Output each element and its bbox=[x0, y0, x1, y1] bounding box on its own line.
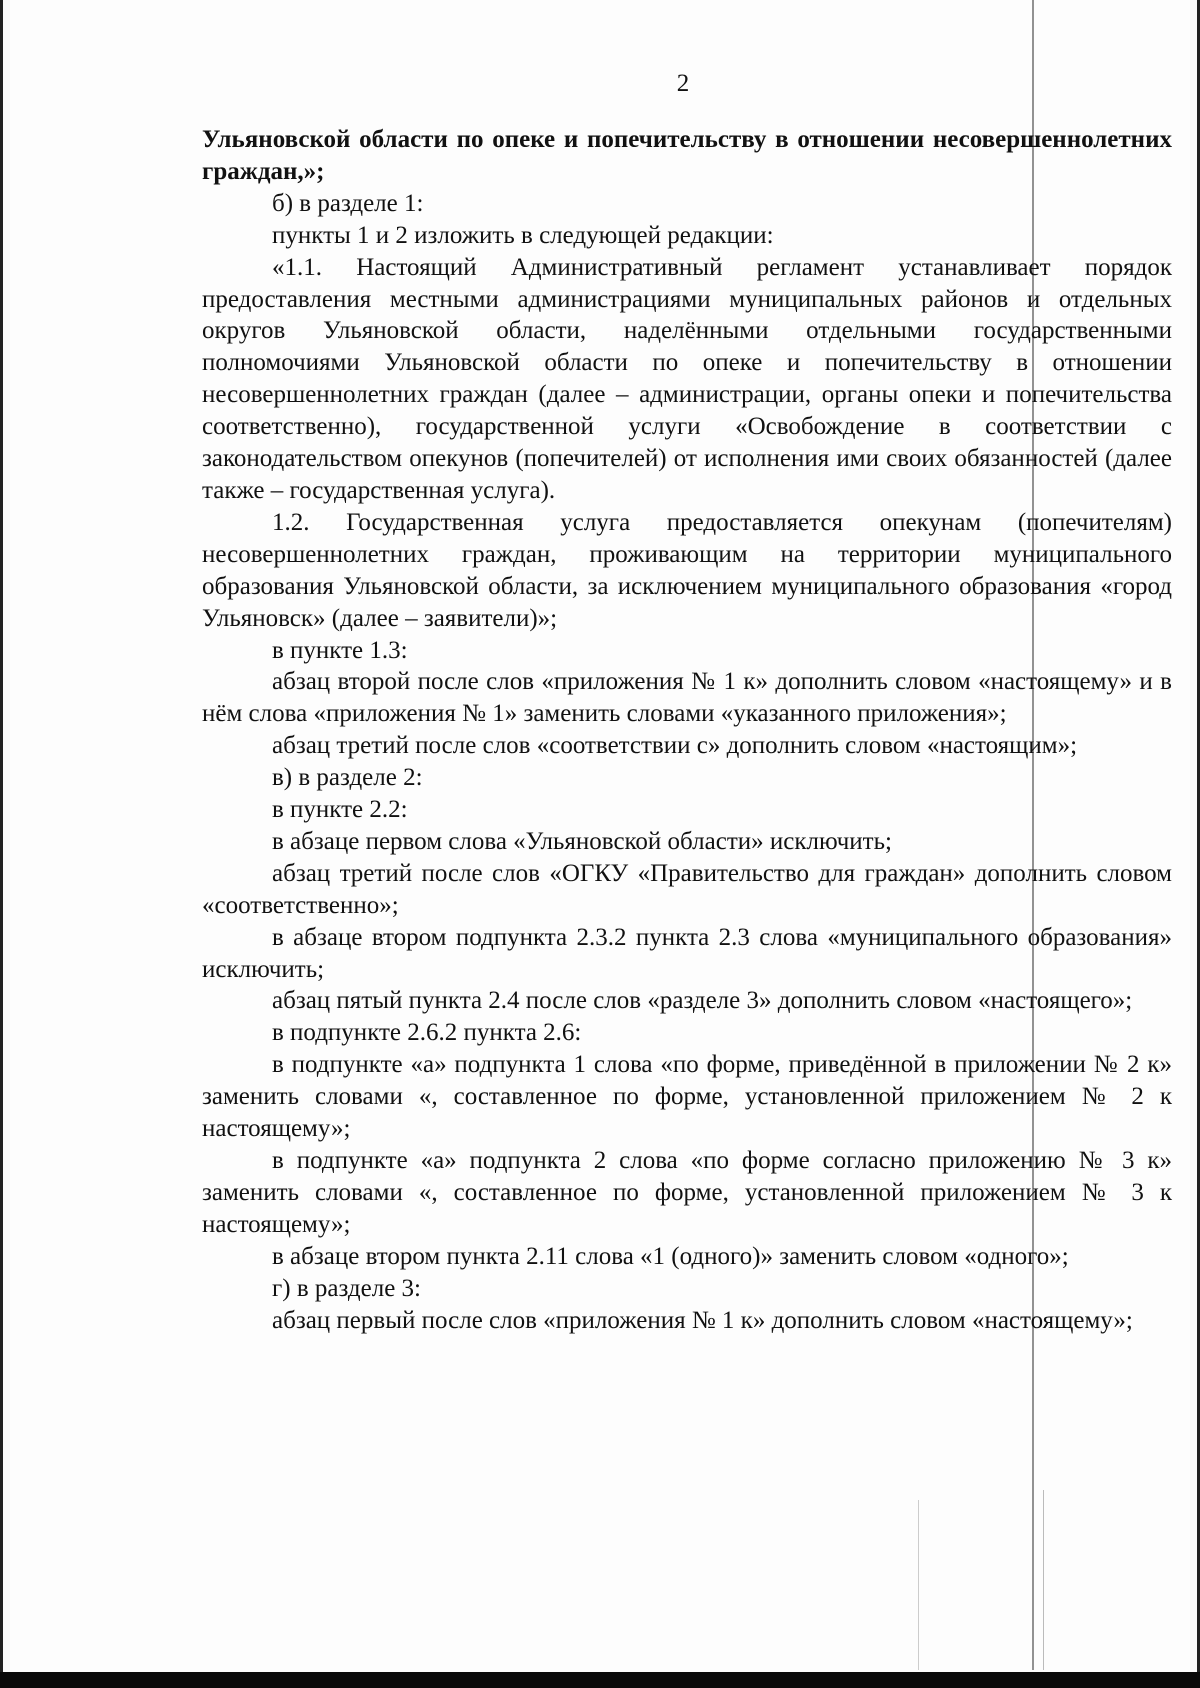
page-number: 2 bbox=[676, 70, 690, 97]
paragraph: в абзаце втором пункта 2.11 слова «1 (одного)» заменить словом «одного»; bbox=[272, 1242, 1069, 1270]
scan-left-edge bbox=[0, 0, 3, 1688]
scan-artifact-line bbox=[1043, 1490, 1044, 1670]
paragraph: г) в разделе 3: bbox=[272, 1274, 421, 1302]
paragraph: в подпункте «а» подпункта 2 слова «по форме согласно приложению № 3 к» заменить словами «, составленное по форме, установленной приложением № 3 к настоящему»; bbox=[202, 1147, 1172, 1238]
document-body bbox=[202, 124, 1172, 1336]
paragraph: в) в разделе 2: bbox=[272, 764, 423, 792]
paragraph: в пункте 2.2: bbox=[272, 796, 408, 824]
paragraph: в абзаце первом слова «Ульяновской области» исключить; bbox=[272, 827, 892, 855]
paragraph: абзац пятый пункта 2.4 после слов «разделе 3» дополнить словом «настоящего»; bbox=[272, 987, 1133, 1015]
paragraph: 1.2. Государственная услуга предоставляется опекунам (попечителям) несовершеннолетних граждан, проживающим на территории муниципального образования Ульяновской области, за исключением муниципального образования «город Ульяновск» (далее – заявители)»; bbox=[202, 508, 1172, 632]
paragraph: в подпункте 2.6.2 пункта 2.6: bbox=[272, 1019, 582, 1047]
scan-bottom-edge bbox=[0, 1672, 1200, 1688]
paragraph: в абзаце втором подпункта 2.3.2 пункта 2.3 слова «муниципального образования» исключить; bbox=[202, 923, 1172, 983]
paragraph: абзац третий после слов «ОГКУ «Правительство для граждан» дополнить словом «соответственно»; bbox=[202, 859, 1172, 919]
paragraph: в пункте 1.3: bbox=[272, 636, 408, 664]
paragraph: в подпункте «а» подпункта 1 слова «по форме, приведённой в приложении № 2 к» заменить словами «, составленное по форме, установленной приложением № 2 к настоящему»; bbox=[202, 1051, 1172, 1143]
paragraph: абзац второй после слов «приложения № 1 к» дополнить словом «настоящему» и в нём слова «приложения № 1» заменить словами «указанного приложения»; bbox=[202, 668, 1172, 728]
paragraph: б) в разделе 1: bbox=[272, 189, 424, 217]
scan-artifact-line bbox=[918, 1500, 919, 1670]
paragraph: абзац третий после слов «соответствии с» дополнить словом «настоящим»; bbox=[272, 732, 1078, 760]
paragraph: пункты 1 и 2 изложить в следующей редакции: bbox=[272, 221, 774, 249]
paragraph: абзац первый после слов «приложения № 1 к» дополнить словом «настоящему»; bbox=[272, 1306, 1133, 1334]
paragraph: «1.1. Настоящий Административный регламент устанавливает порядок предоставления местными администрациями муниципальных районов и отдельных округов Ульяновской области, наделёнными отдельными государственными полномочиями Ульяновской области по опеке и попечительству в отношении несовершеннолетних граждан (далее – администрации, органы опеки и попечительства соответственно), государственной услуги «Освобождение в соответствии с законодательством опекунов (попечителей) от исполнения ими своих обязанностей (далее также – государственная услуга). bbox=[202, 253, 1172, 504]
paragraph: Ульяновской области по опеке и попечительству в отношении несовершеннолетних граждан,»; bbox=[202, 126, 1172, 185]
